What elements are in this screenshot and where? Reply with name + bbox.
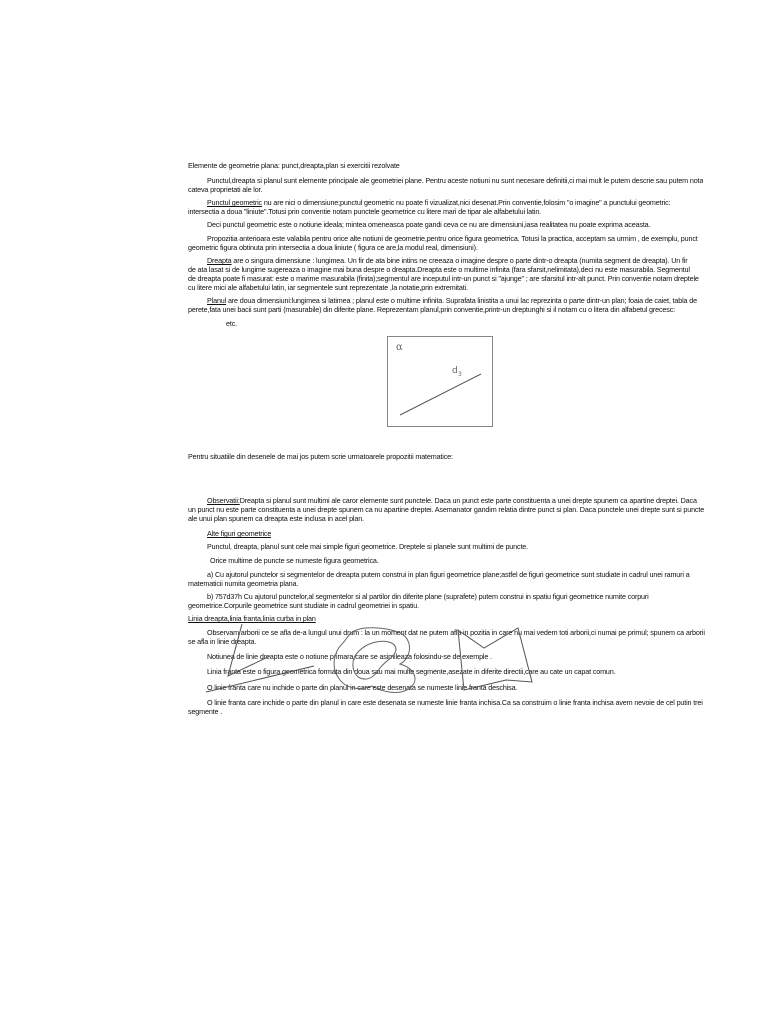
paragraph-observam-line-1: Observam arborii ce se afla de-a lungul unui drum : la un moment dat ne putem afla in pozitia in care nu mai vedem toti arborii,ci numai pe primul; spunem ca arborii bbox=[207, 628, 705, 637]
paragraph-punct-line-1: Punctul,dreapta si planul sunt elemente principale ale geometriei plane. Pentru aceste notiuni nu sunt necesare definitii,ci mai mult le putem descrie sau putem nota bbox=[207, 176, 704, 185]
paragraph-a-line-1: a) Cu ajutorul punctelor si segmentelor de dreapta putem construi in plan figuri geometrice plane;astfel de figuri geometrice sunt studiate in cadrul unei ramuri a bbox=[207, 570, 690, 579]
plane-drawing bbox=[388, 337, 492, 426]
term-planul: Planul bbox=[207, 296, 227, 305]
paragraph-observatii-line-2: un punct nu este parte constituenta a unei drepte spunem ca nu apartine dreptei. Asemanator gandim relatia dintre punct si plan. Daca punctele unei drepte sunt si puncte bbox=[188, 505, 705, 514]
lines-drawing bbox=[200, 618, 540, 700]
paragraph-punct-geometric-line-1: Punctul geometric nu are nici o dimensiune;punctul geometric nu poate fi vizualizat,nici desenat.Prin conventie,folosim "o imagine" a punctului geometric: bbox=[207, 198, 671, 207]
alpha-label: α bbox=[396, 342, 403, 353]
paragraph-observam-line-2: se afla in linie dreapta. bbox=[188, 637, 257, 646]
paragraph-punct-geometric-line-2: intersectia a doua "liniute".Totusi prin conventie notam punctele geometrice cu litere mari de tipar ale alfabetului latin. bbox=[188, 207, 542, 216]
paragraph-planul-line-1: Planul are doua dimensiuni:lungimea si latimea ; planul este o multime infinita. Suprafata linistita a unui lac reprezinta o parte dintr-un plan; foaia de caiet, tabla de bbox=[207, 296, 697, 305]
term-dreapta: Dreapta bbox=[207, 256, 232, 265]
paragraph-alte: Punctul, dreapta, planul sunt cele mai simple figuri geometrice. Dreptele si planele sunt multimi de puncte. bbox=[207, 542, 528, 551]
paragraph-pentru: Pentru situatiile din desenele de mai jos putem scrie urmatoarele propozitii matematice: bbox=[188, 452, 453, 461]
paragraph-dreapta-line-2: de ata lasat si de lungime sugereaza o imagine mai buna despre o dreapta.Dreapta este o multime infinita (fara sfarsit,nelimitata),deci nu este masurabila. Segmentul bbox=[188, 265, 690, 274]
line-d3 bbox=[400, 374, 481, 415]
etc-text: etc. bbox=[226, 319, 237, 328]
paragraph-observatii-line-3: ale unui plan spunem ca dreapta este inclusa in acel plan. bbox=[188, 514, 364, 523]
paragraph-dreapta-line-1: Dreapta are o singura dimensiune : lungimea. Un fir de ata bine intins ne creeaza o imagine despre o parte dintr-o dreapta (numita segment de dreapta). Un fir bbox=[207, 256, 688, 265]
page-title: Elemente de geometrie plana: punct,dreapta,plan si exercitii rezolvate bbox=[188, 161, 400, 170]
paragraph-b-line-1: b) 757d37h Cu ajutorul punctelor,al segmentelor si al partilor din diferite plane (suprafete) putem construi in spatiu figuri geometrice numite corpuri bbox=[207, 592, 649, 601]
paragraph-propozitia-line-2: geometric figura obtinuta prin intersectia a doua liniute ( figura ce are,la modul real, dimensiuni). bbox=[188, 243, 478, 252]
paragraph-observatii-line-1: Observatii:Dreapta si planul sunt multimi ale caror elemente sunt punctele. Daca un punct este parte constituenta a unei drepte spunem ca apartine dreptei. Daca bbox=[207, 496, 697, 505]
heading-alte-figuri: Alte figuri geometrice bbox=[207, 529, 272, 538]
paragraph-franta: Linia franta este o figura geometrica formata din doua sau mai multe segmente,asezate in diferite directii,care au cate un capat comun. bbox=[207, 667, 616, 676]
paragraph-orice: Orice multime de puncte se numeste figura geometrica. bbox=[210, 556, 379, 565]
paragraph-notiunea: Notiunea de linie dreapta este o notiune primara,care se asimileaza folosindu-se de exemple . bbox=[207, 652, 492, 661]
paragraph-deschisa: O linie franta care nu inchide o parte din planul in care este desenata se numeste linie franta deschisa. bbox=[207, 683, 518, 692]
plane-figure bbox=[387, 336, 493, 427]
open-polyline bbox=[206, 624, 314, 692]
d-label: d bbox=[452, 366, 458, 376]
paragraph-dreapta-line-3: de dreapta poate fi masurat: este o marime masurabila (finita);segmentul are inceputul intr-un punct si "ajunge" ; are sfarsitul intr-alt punct. Prin conventie notam dreptele bbox=[188, 274, 699, 283]
closed-polyline bbox=[458, 628, 532, 690]
paragraph-punct-line-2: cateva proprietati ale lor. bbox=[188, 185, 263, 194]
term-punct-geometric: Punctul geometric bbox=[207, 198, 262, 207]
paragraph-b-line-2: geometrice.Corpurile geometrice sunt studiate in cadrul geometriei in spatiu. bbox=[188, 601, 419, 610]
paragraph-dreapta-line-4: cu litere mici ale alfabetului latin, iar segmentele sunt reprezentate ,la notatie,prin extremitati. bbox=[188, 283, 468, 292]
paragraph-propozitia-line-1: Propozitia anterioara este valabila pentru orice alte notiuni de geometrie,pentru orice figura geometrica. Totusi la practica, acceptam sa urmim , de exemplu, punct bbox=[207, 234, 698, 243]
curved-closed-line bbox=[334, 628, 415, 693]
lines-figure bbox=[200, 618, 540, 700]
paragraph-inchisa-line-2: segmente . bbox=[188, 707, 223, 716]
paragraph-ideala: Deci punctul geometric este o notiune ideala; mintea omeneasca poate gandi ceva ce nu are dimensiuni,iasa realitatea nu poate exprima aceasta. bbox=[207, 220, 651, 229]
d-subscript: 3 bbox=[458, 371, 462, 378]
paragraph-inchisa-line-1: O linie franta care inchide o parte din planul in care este desenata se numeste linie franta inchisa.Ca sa construim o linie franta inchisa avem nevoie de cel putin trei bbox=[207, 698, 703, 707]
paragraph-a-line-2: matematicii numita geometria plana. bbox=[188, 579, 299, 588]
paragraph-planul-line-2: perete,fata unei bacii sunt parti (masurabile) din diferite plane. Reprezentam planul,prin conventie,printr-un dreptunghi si il notam cu o litera din alfabetul grecesc: bbox=[188, 305, 675, 314]
term-observatii: Observatii: bbox=[207, 496, 240, 505]
heading-linia: Linia dreapta,linia franta,linia curba in plan bbox=[188, 614, 316, 623]
